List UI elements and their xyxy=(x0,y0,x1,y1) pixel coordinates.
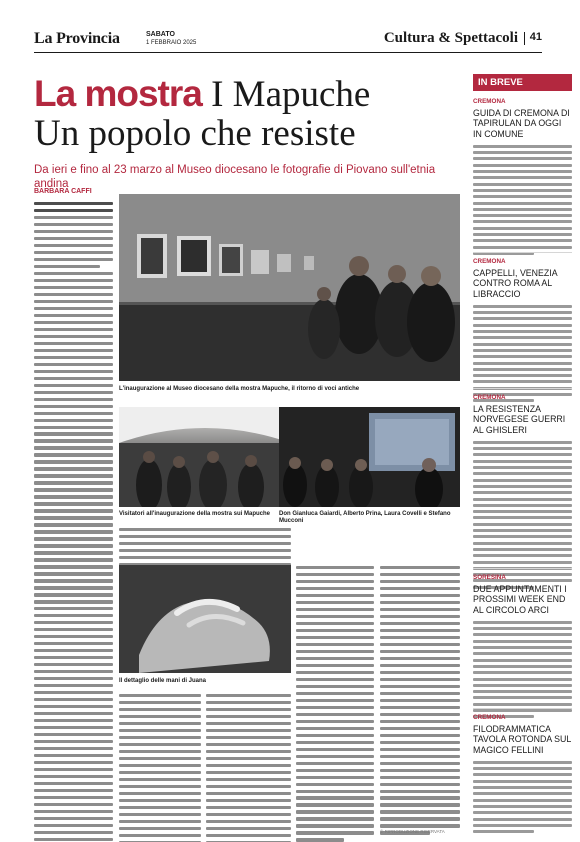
brief-city: CREMONA xyxy=(473,394,506,401)
sidebar-divider xyxy=(473,252,572,253)
section-title: Cultura & Spettacoli xyxy=(383,30,518,46)
page-number: 41 xyxy=(529,31,542,43)
sidebar-divider xyxy=(473,388,572,389)
speakers-photo xyxy=(279,407,460,507)
speakers-photo-caption: Don Gianluca Gaiardi, Alberto Prina, Laura Covelli e Stefano Mucconi xyxy=(279,511,451,524)
hands-photo-caption: Il dettaglio delle mani di Juana xyxy=(119,678,207,684)
brief-city: CREMONA xyxy=(473,258,506,265)
article-body-column-2-lower xyxy=(119,694,201,842)
article-body-column-5 xyxy=(380,566,460,835)
headline-line-1 xyxy=(34,74,370,115)
sidebar-divider xyxy=(473,708,572,709)
article-body-column-1 xyxy=(34,202,113,842)
brief-text xyxy=(473,145,572,255)
brief-city: SORESINA xyxy=(473,574,506,581)
byline: BARBARA CAFFI xyxy=(34,188,92,195)
newspaper-logo: La Provincia xyxy=(34,30,120,47)
sidebar-header: IN BREVE xyxy=(473,74,572,91)
issue-day: SABATO xyxy=(146,31,175,38)
brief-item xyxy=(473,258,572,402)
brief-item xyxy=(473,714,572,833)
article-body-column-3-lower xyxy=(206,694,291,842)
brief-text xyxy=(473,441,572,589)
exhibition-photo-art xyxy=(119,194,460,381)
headline-kicker: La mostra xyxy=(34,73,202,114)
brief-text xyxy=(473,761,572,833)
page-separator xyxy=(524,32,525,45)
visitors-photo-caption: Visitatori all'inaugurazione della mostra sui Mapuche xyxy=(119,511,271,517)
visitors-photo-art xyxy=(119,407,291,507)
hands-photo xyxy=(119,565,291,673)
exhibition-photo xyxy=(119,194,460,381)
article-body-column-4 xyxy=(296,566,374,842)
masthead xyxy=(34,27,542,53)
brief-title: FILODRAMMATICA TAVOLA ROTONDA SUL MAGICO FELLINI xyxy=(473,724,571,755)
news-briefs-sidebar xyxy=(473,74,572,91)
sidebar-divider xyxy=(473,568,572,569)
speakers-photo-art xyxy=(279,407,460,507)
brief-title: CAPPELLI, VENEZIA CONTRO ROMA AL LIBRACCIO xyxy=(473,268,558,299)
copyright-note: © RIPRODUZIONE RISERVATA xyxy=(380,829,445,834)
brief-item xyxy=(473,98,572,255)
brief-title: DUE APPUNTAMENTI I PROSSIMI WEEK END AL CIRCOLO ARCI xyxy=(473,584,567,615)
brief-item xyxy=(473,574,572,718)
issue-date: 1 FEBBRAIO 2025 xyxy=(146,40,197,46)
exhibition-photo-caption: L'inaugurazione al Museo diocesano della mostra Mapuche, il ritorno di voci antiche xyxy=(119,386,360,392)
brief-city: CREMONA xyxy=(473,98,506,105)
brief-item xyxy=(473,394,572,589)
headline-line-2: Un popolo che resiste xyxy=(34,113,356,154)
headline-line-1-rest: I Mapuche xyxy=(201,74,371,115)
hands-photo-art xyxy=(119,565,291,673)
subheadline: Da ieri e fino al 23 marzo al Museo diocesano le fotografie di Piovano sull'etnia andina xyxy=(34,164,436,190)
brief-city: CREMONA xyxy=(473,714,506,721)
brief-title: GUIDA DI CREMONA DI TAPIRULAN DA OGGI IN COMUNE xyxy=(473,108,570,139)
brief-text xyxy=(473,621,572,718)
brief-title: LA RESISTENZA NORVEGESE GUERRI AL GHISLERI xyxy=(473,404,566,435)
visitors-photo xyxy=(119,407,291,507)
